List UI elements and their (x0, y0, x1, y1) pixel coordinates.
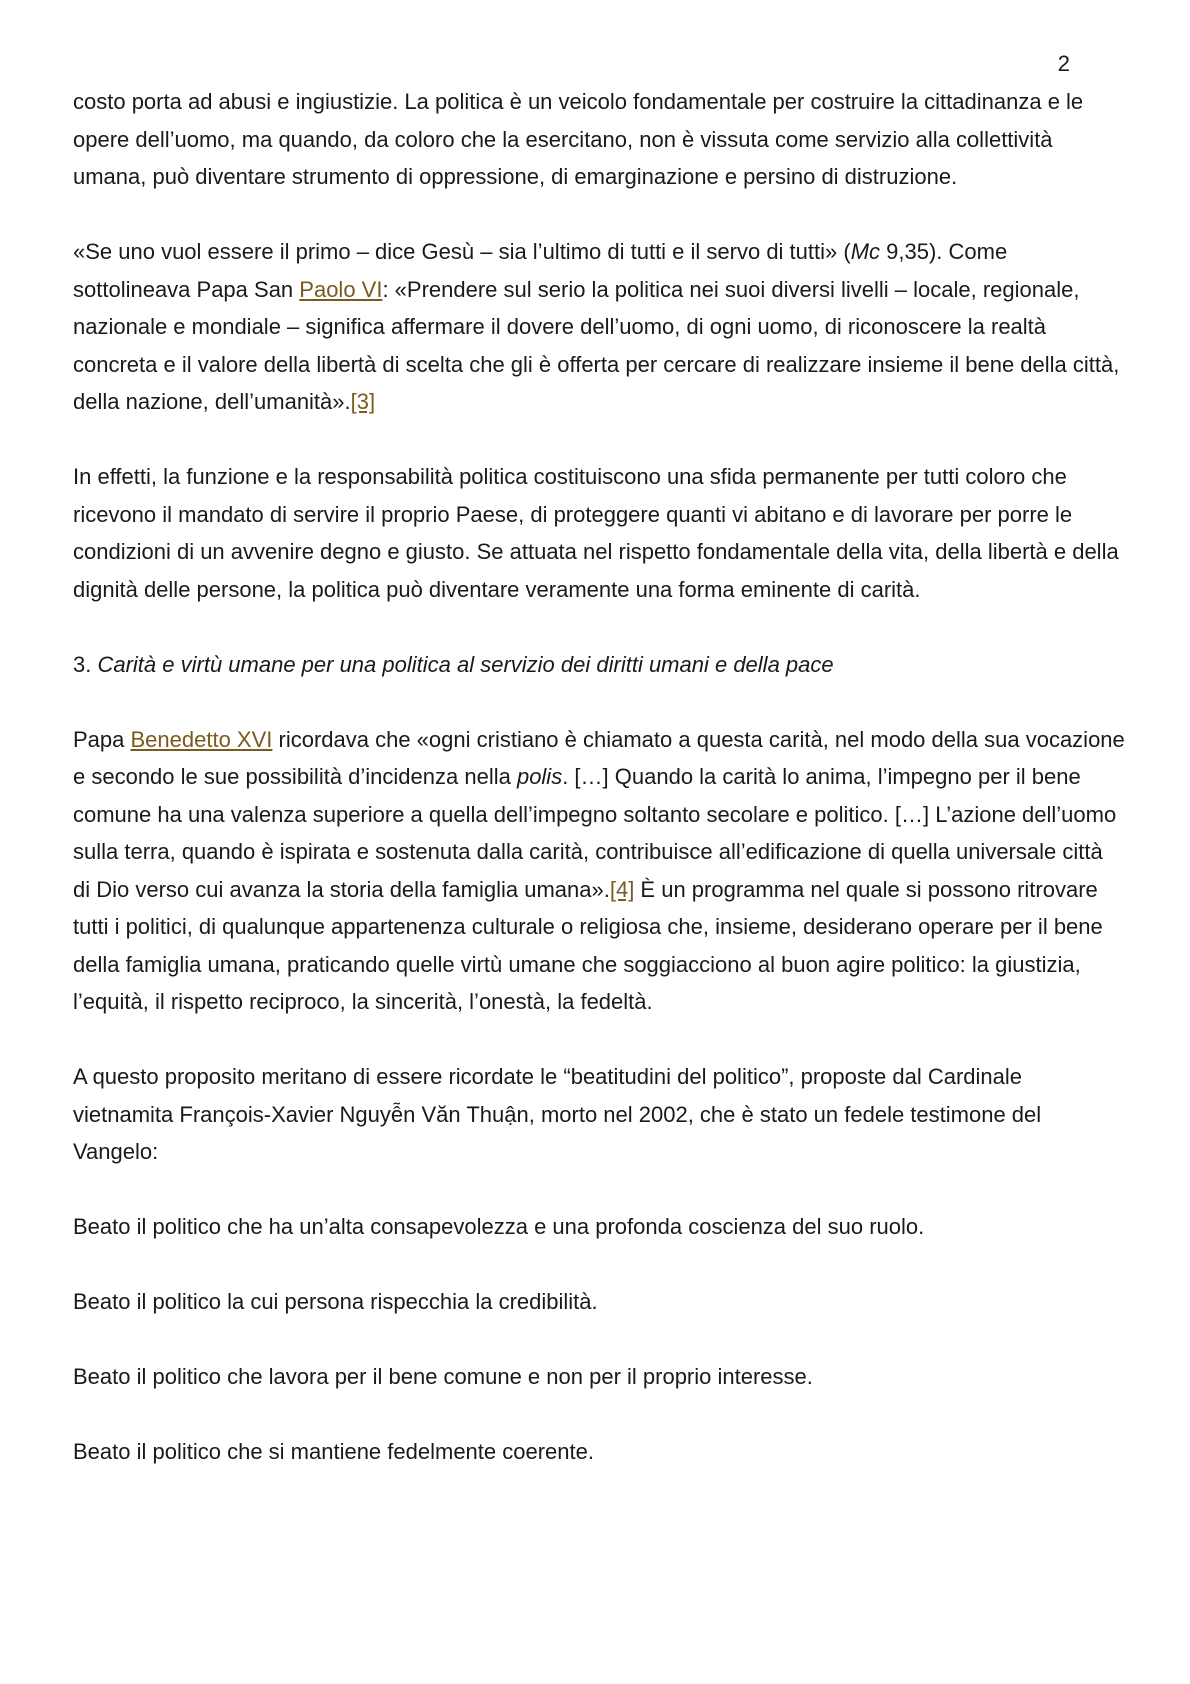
scripture-ref: Mc (850, 239, 881, 264)
text-run: «Se uno vuol essere il primo – dice Gesù – sia l’ultimo di tutti e il servo di tutti» ( (73, 239, 851, 264)
paragraph-political-responsibility: In effetti, la funzione e la responsabilità politica costituiscono una sfida permanente per tutti coloro che ricevono il mandato di servire il proprio Paese, di proteggere quanti vi abitano e di lavorare per porre le condizioni di un avvenire degno e giusto. Se attuata nel rispetto fondamentale della vita, della libertà e della dignità delle persone, la politica può diventare veramente una forma eminente di carità. (73, 464, 1119, 602)
text-run: Papa (73, 726, 131, 752)
text-run: . […] Quando la carità lo anima, l’impegno per il bene comune ha una valenza superiore a quella dell’impegno soltanto secolare e politico. […] L’azione dell’uomo sulla terra, quando è ispirata e sostenuta dalla carità, contribuisce all’edificazione di quella universale città di Dio verso cui avanza la storia della famiglia umana». (73, 764, 1117, 902)
paragraph-first-and-last (73, 233, 1125, 421)
section-number: 3. (73, 651, 98, 677)
section-heading (73, 646, 1125, 684)
text-run: È un programma nel quale si possono ritrovare tutti i politici, di qualunque appartenenza culturale o religiosa che, insieme, desiderano operare per il bene della famiglia umana, praticando quelle virtù umane che soggiacciono al buon agire politico: la giustizia, l’equità, il rispetto reciproco, la sincerità, l’onestà, la fedeltà. (73, 876, 1103, 1014)
italic-polis: polis (516, 764, 563, 789)
beatitude-item: Beato il politico che lavora per il bene comune e non per il proprio interesse. (73, 1364, 813, 1389)
footnote-link-4[interactable]: [4] (609, 876, 635, 902)
paragraph-beatitudes-intro: A questo proposito meritano di essere ricordate le “beatitudini del politico”, proposte dal Cardinale vietnamita François-Xavier Nguyễn Văn Thuận, morto nel 2002, che è stato un fedele testimone del Vangelo: (73, 1064, 1042, 1164)
text-run: : «Prendere sul serio la politica nei suoi diversi livelli – locale, regionale, nazionale e mondiale – significa affermare il dovere dell’uomo, di ogni uomo, di riconoscere la realtà concreta e il valore della libertà di scelta che gli è offerta per cercare di realizzare insieme il bene della città, della nazione, dell’umanità». (73, 276, 1120, 414)
paragraph-politics-vehicle: costo porta ad abusi e ingiustizie. La politica è un veicolo fondamentale per costruire la cittadinanza e le opere dell’uomo, ma quando, da coloro che la esercitano, non è vissuta come servizio alla collettività umana, può diventare strumento di oppressione, di emarginazione e persino di distruzione. (73, 89, 1084, 189)
beatitude-item: Beato il politico la cui persona rispecchia la credibilità. (73, 1289, 598, 1314)
text-run: ricordava che «ogni cristiano è chiamato a questa carità, nel modo della sua vocazione e secondo le sue possibilità d’incidenza nella (73, 726, 1125, 789)
footnote-link-3[interactable]: [3] (350, 389, 376, 414)
document-body (73, 83, 1125, 1471)
link-paolo-vi[interactable]: Paolo VI (299, 276, 383, 302)
link-benedetto-xvi[interactable]: Benedetto XVI (130, 726, 273, 752)
paragraph-benedetto (73, 721, 1125, 1021)
section-title: Carità e virtù umane per una politica al servizio dei diritti umani e della pace (97, 651, 834, 677)
page-number: 2 (1057, 51, 1070, 76)
beatitude-item: Beato il politico che si mantiene fedelmente coerente. (73, 1439, 594, 1464)
beatitude-item: Beato il politico che ha un’alta consapevolezza e una profonda coscienza del suo ruolo. (73, 1214, 925, 1239)
text-run: 9,35). Come sottolineava Papa San (73, 239, 1008, 302)
